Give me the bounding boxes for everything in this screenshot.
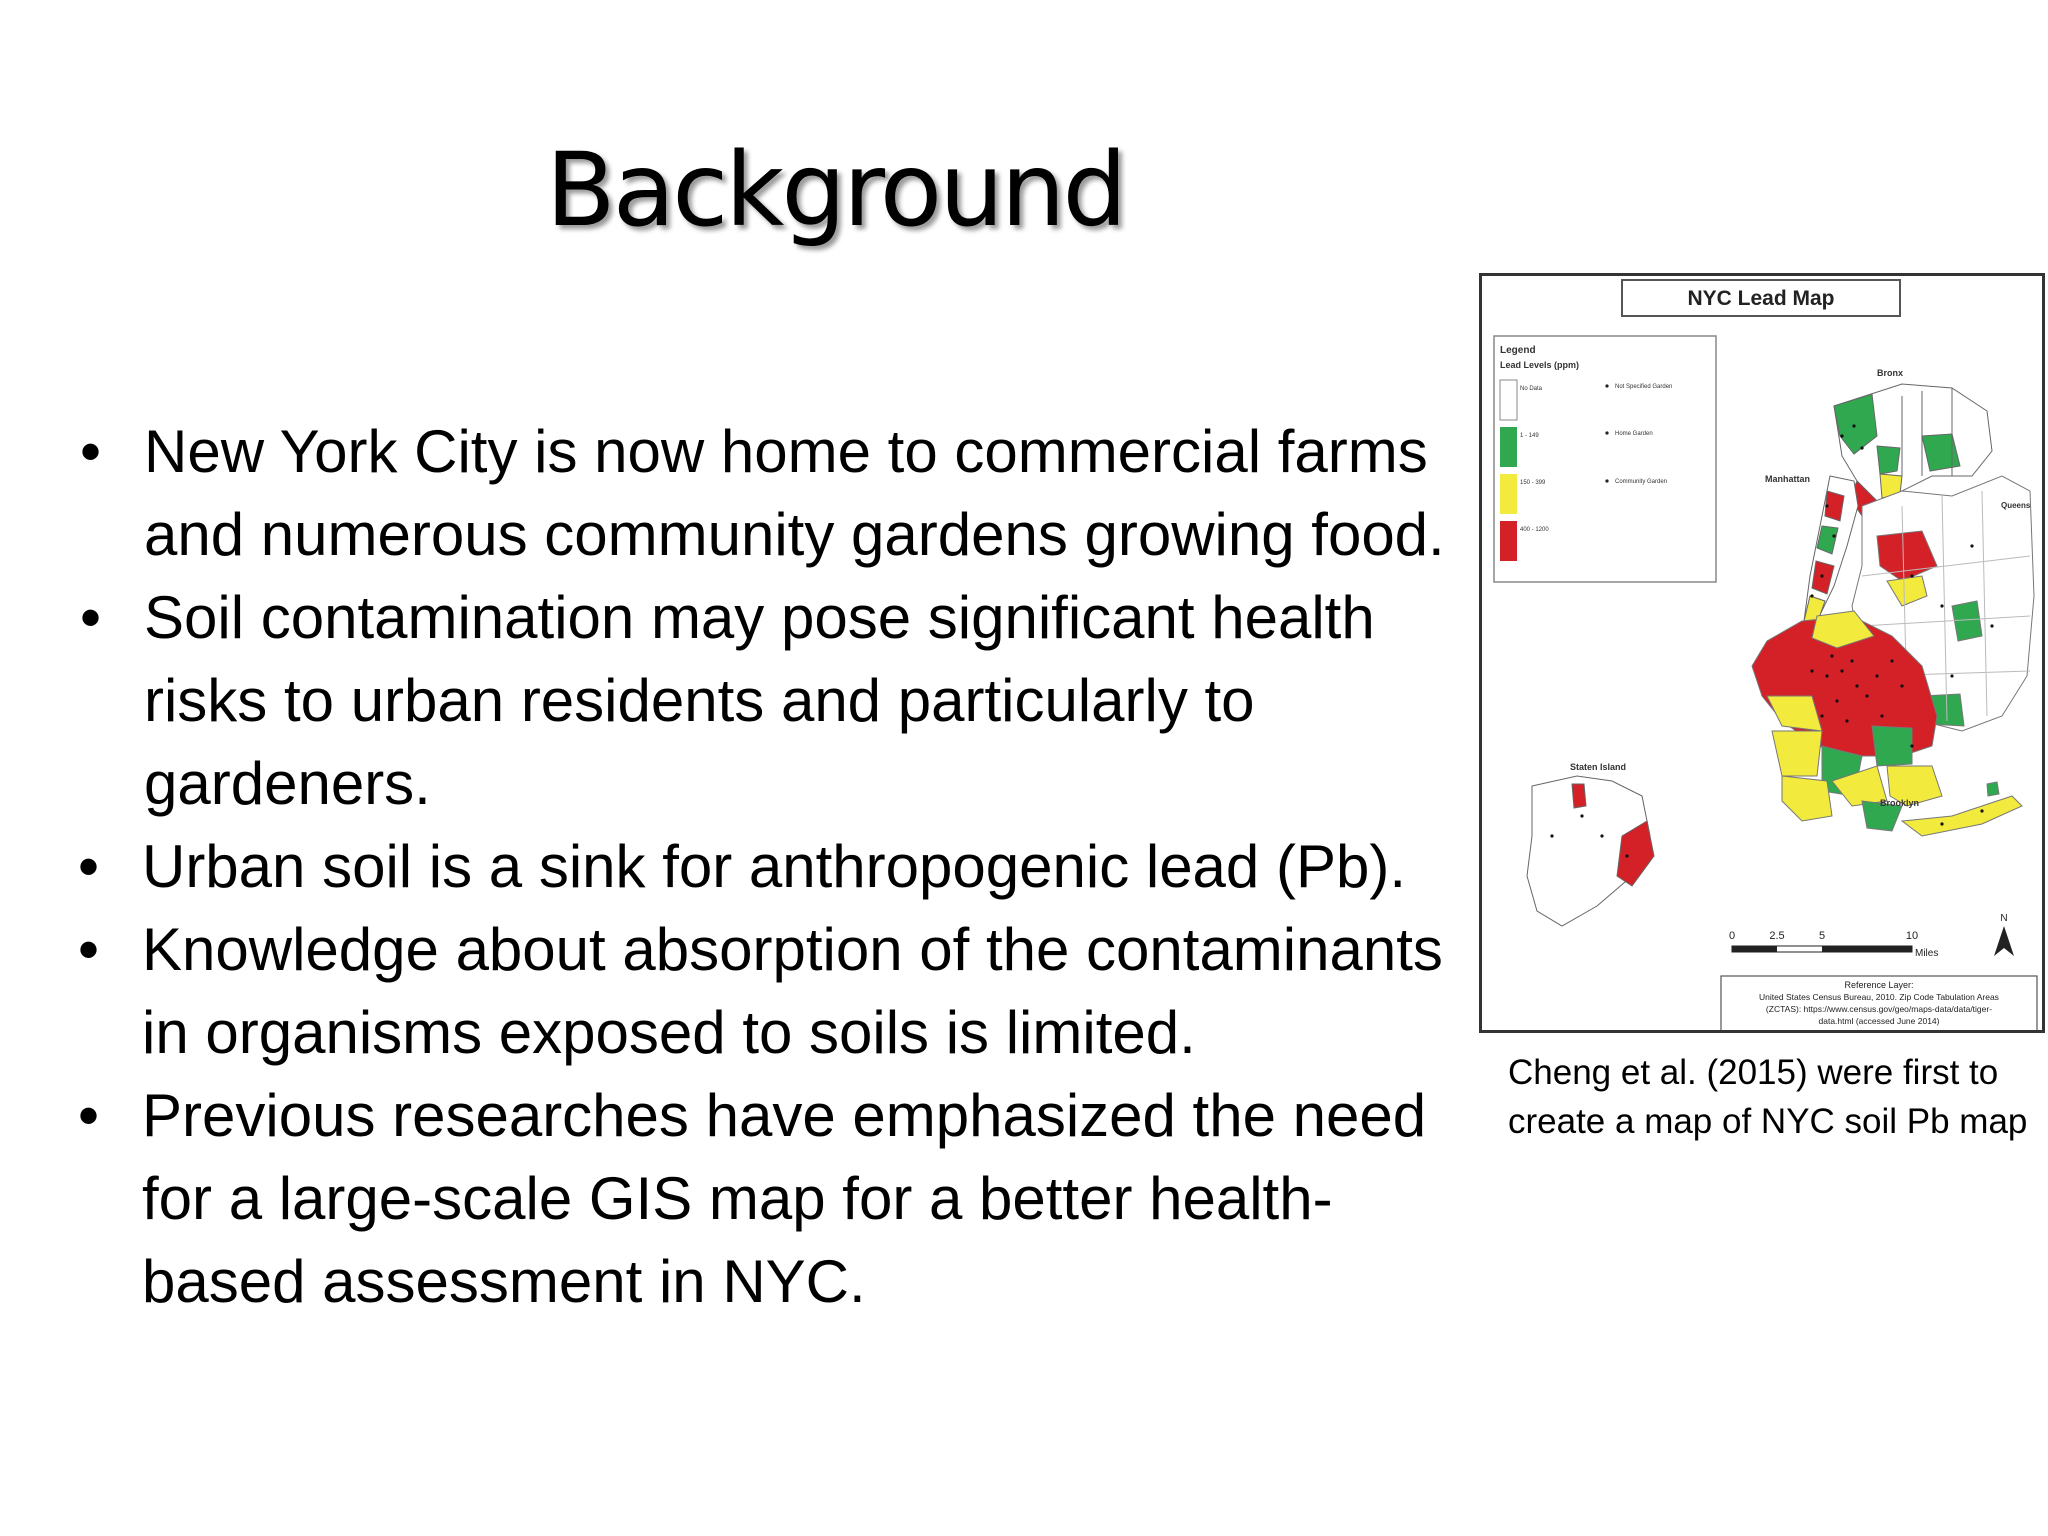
north-label: N: [2000, 913, 2008, 924]
bullet-item: [78, 908, 1478, 1074]
reference-line: (ZCTAS): https://www.census.gov/geo/maps-data/data/tiger-: [1765, 1004, 1993, 1014]
legend-swatch-green: [1500, 427, 1517, 467]
bullet-list: [78, 410, 1478, 1323]
bullet-item: [80, 410, 1478, 576]
borough-label-queens: Queens: [2001, 501, 2031, 510]
legend-swatch-yellow: [1500, 474, 1517, 514]
scale-tick: 5: [1818, 930, 1826, 942]
point-symbol-community: [1605, 479, 1608, 482]
point-symbol-home: [1605, 431, 1608, 434]
scale-bar: [1729, 930, 1938, 959]
map-title: NYC Lead Map: [1687, 287, 1835, 310]
map-caption: Cheng et al. (2015) were first to create a map of NYC soil Pb map: [1508, 1053, 2028, 1141]
reference-line: data.html (accessed June 2014): [1818, 1016, 1940, 1026]
legend-swatch-red: [1500, 521, 1517, 561]
legend-label: 1 - 149: [1520, 433, 1539, 439]
bullet-dot: •: [80, 584, 102, 651]
bullet-dot: •: [80, 418, 102, 485]
manhattan-area: [1804, 476, 1858, 621]
bullet-text: Knowledge about absorption of the contaminants in organisms exposed to soils is limited.: [142, 916, 1443, 1066]
reference-line: United States Census Bureau, 2010. Zip Code Tabulation Areas: [1759, 992, 1999, 1002]
legend-point-label: Community Garden: [1615, 479, 1668, 485]
legend-point-label: Home Garden: [1615, 431, 1653, 437]
legend-box: [1494, 336, 1716, 582]
bullet-text: Urban soil is a sink for anthropogenic lead (Pb).: [142, 833, 1406, 900]
borough-label-staten-island: Staten Island: [1570, 762, 1627, 772]
nyc-lead-map-figure: [1479, 273, 2045, 1033]
legend-point-label: Not Specified Garden: [1615, 384, 1673, 390]
staten-island-area: [1527, 776, 1654, 926]
bullet-text: New York City is now home to commercial farms and numerous community gardens growing food.: [144, 418, 1445, 568]
borough-label-bronx: Bronx: [1877, 368, 1904, 378]
legend-swatch-no-data: [1500, 380, 1517, 420]
borough-label-manhattan: Manhattan: [1765, 474, 1810, 484]
slide-title: Background: [545, 131, 1125, 250]
map-svg: [1482, 276, 2042, 1030]
bullet-dot: •: [78, 833, 100, 900]
bullet-text: Previous researches have emphasized the need for a large-scale GIS map for a better health-based assessment in NYC.: [142, 1082, 1427, 1315]
bullet-dot: •: [78, 916, 100, 983]
reference-line: Reference Layer:: [1844, 980, 1914, 990]
legend-label: 400 - 1200: [1520, 527, 1549, 533]
scale-tick: 2.5: [1769, 930, 1785, 942]
legend-label: 150 - 399: [1520, 480, 1546, 486]
bullet-item: [78, 1074, 1478, 1323]
bullet-item: [80, 576, 1478, 825]
bullet-text: Soil contamination may pose significant health risks to urban residents and particularly to gardeners.: [144, 584, 1375, 817]
borough-label-brooklyn: Brooklyn: [1880, 798, 1920, 808]
scale-tick: 10: [1905, 930, 1919, 942]
point-symbol-not-specified: [1605, 384, 1608, 387]
legend-label: No Data: [1520, 386, 1543, 392]
scale-tick: 0: [1728, 930, 1736, 942]
bullet-item: [78, 825, 1478, 908]
scale-unit: Miles: [1915, 948, 1939, 959]
north-arrow-icon: [1994, 913, 2014, 956]
legend-subheading: Lead Levels (ppm): [1500, 360, 1580, 370]
bullet-dot: •: [78, 1082, 100, 1149]
legend-heading: Legend: [1500, 345, 1536, 356]
